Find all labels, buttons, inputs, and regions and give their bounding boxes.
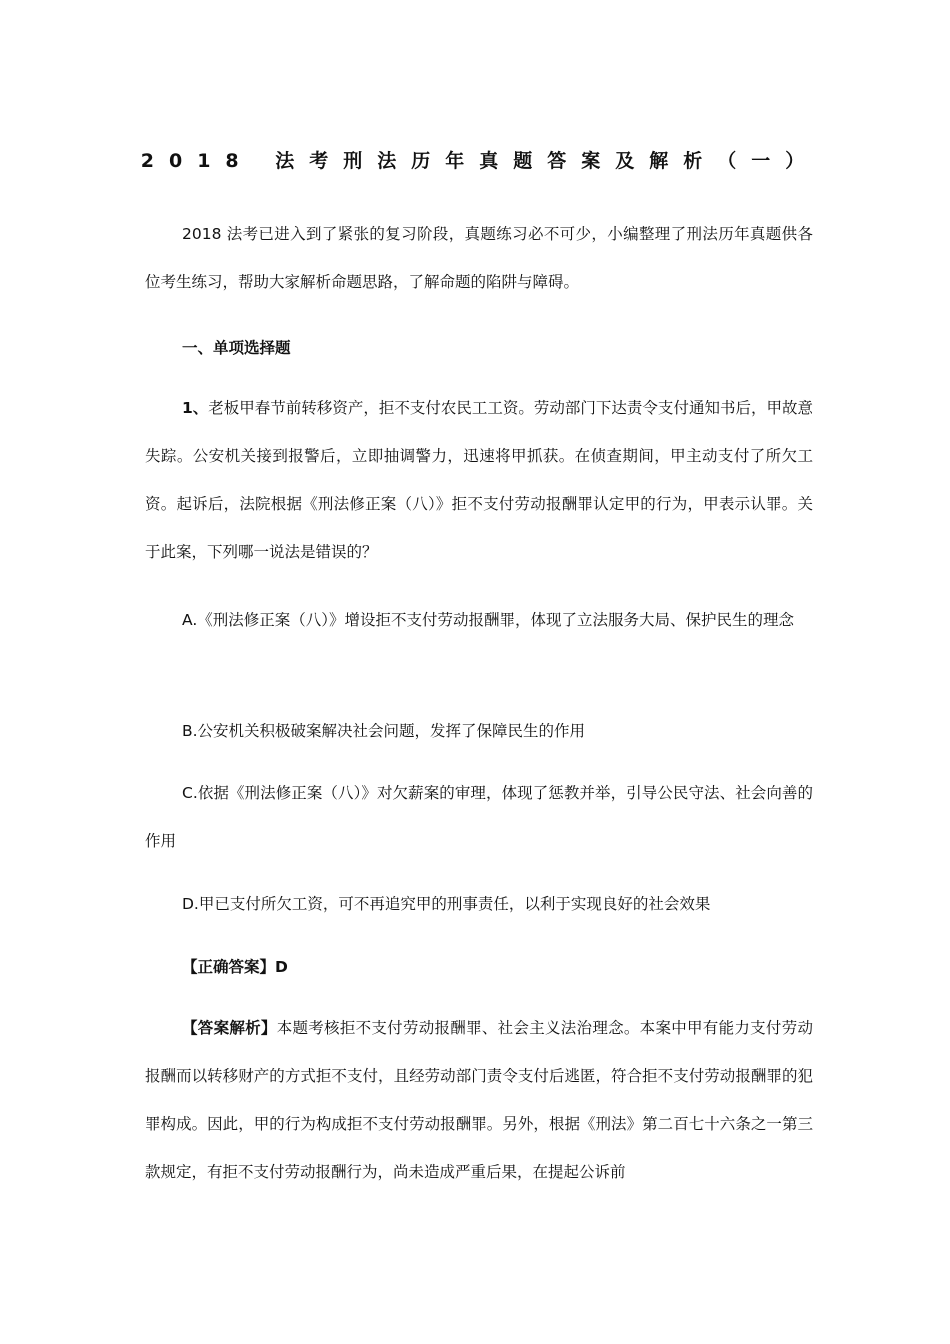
question-text: 老板甲春节前转移资产，拒不支付农民工工资。劳动部门下达责令支付通知书后，甲故意失踪。公安机关接到报警后，立即抽调警力，迅速将甲抓获。在侦查期间，甲主动支付了所欠工资。起诉后，法院根据《刑法修正案（八）》拒不支付劳动报酬罪认定甲的行为，甲表示认罪。关于此案，下列哪一说法是错误的？ bbox=[145, 399, 813, 561]
intro-paragraph: 2018 法考已进入到了紧张的复习阶段，真题练习必不可少，小编整理了刑法历年真题供各位考生练习，帮助大家解析命题思路，了解命题的陷阱与障碍。 bbox=[145, 225, 813, 291]
question-number: 1、 bbox=[182, 399, 209, 417]
document-title: 2018 法考刑法历年真题答案及解析（一） bbox=[140, 150, 820, 172]
option-d: D.甲已支付所欠工资，可不再追究甲的刑事责任，以利于实现良好的社会效果 bbox=[182, 895, 711, 913]
option-b: B.公安机关积极破案解决社会问题，发挥了保障民生的作用 bbox=[182, 722, 586, 740]
analysis-text: 本题考核拒不支付劳动报酬罪、社会主义法治理念。本案中甲有能力支付劳动报酬而以转移财产的方式拒不支付，且经劳动部门责令支付后逃匿，符合拒不支付劳动报酬罪的犯罪构成。因此，甲的行为构成拒不支付劳动报酬罪。另外，根据《刑法》第二百七十六条之一第三款规定，有拒不支付劳动报酬行为，尚未造成严重后果，在提起公诉前 bbox=[145, 1019, 813, 1181]
section-heading: 一、单项选择题 bbox=[182, 339, 291, 357]
option-c: C.依据《刑法修正案（八）》对欠薪案的审理，体现了惩教并举，引导公民守法、社会向善的作用 bbox=[145, 784, 813, 850]
question-paragraph bbox=[145, 384, 813, 576]
analysis-label: 【答案解析】 bbox=[182, 1019, 277, 1037]
correct-answer: 【正确答案】D bbox=[182, 958, 288, 976]
analysis-paragraph bbox=[145, 1004, 813, 1196]
option-a: A.《刑法修正案（八）》增设拒不支付劳动报酬罪，体现了立法服务大局、保护民生的理念 bbox=[182, 611, 795, 629]
